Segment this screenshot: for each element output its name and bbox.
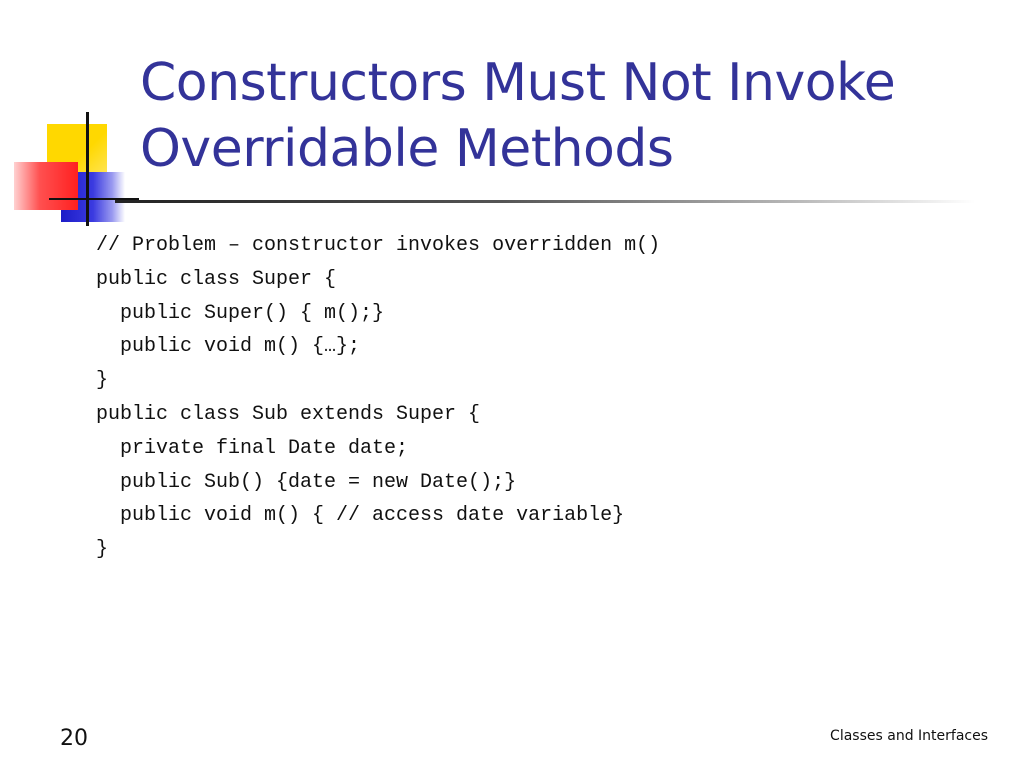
page-number: 20: [60, 726, 88, 751]
footer-label: Classes and Interfaces: [830, 728, 988, 744]
title-underline: [115, 200, 975, 203]
code-line: public Super() { m();}: [96, 301, 385, 325]
code-line: }: [96, 538, 109, 562]
slide-title-line-2: Overridable Methods: [140, 119, 674, 179]
code-line: public void m() {…};: [96, 335, 361, 359]
code-line: public class Sub extends Super {: [96, 402, 481, 426]
code-line: }: [96, 369, 109, 393]
logo-vertical-line: [86, 112, 89, 226]
code-line: public void m() { // access date variable}: [96, 504, 625, 528]
slide-title-line-1: Constructors Must Not Invoke: [140, 53, 896, 113]
code-line: private final Date date;: [96, 436, 409, 460]
code-line: public Sub() {date = new Date();}: [96, 470, 517, 494]
code-line: // Problem – constructor invokes overridden m(): [96, 234, 661, 257]
code-line: public class Super {: [96, 267, 337, 291]
slide-title: [140, 50, 1010, 182]
code-block: [96, 229, 660, 567]
logo-red-square: [14, 162, 78, 210]
